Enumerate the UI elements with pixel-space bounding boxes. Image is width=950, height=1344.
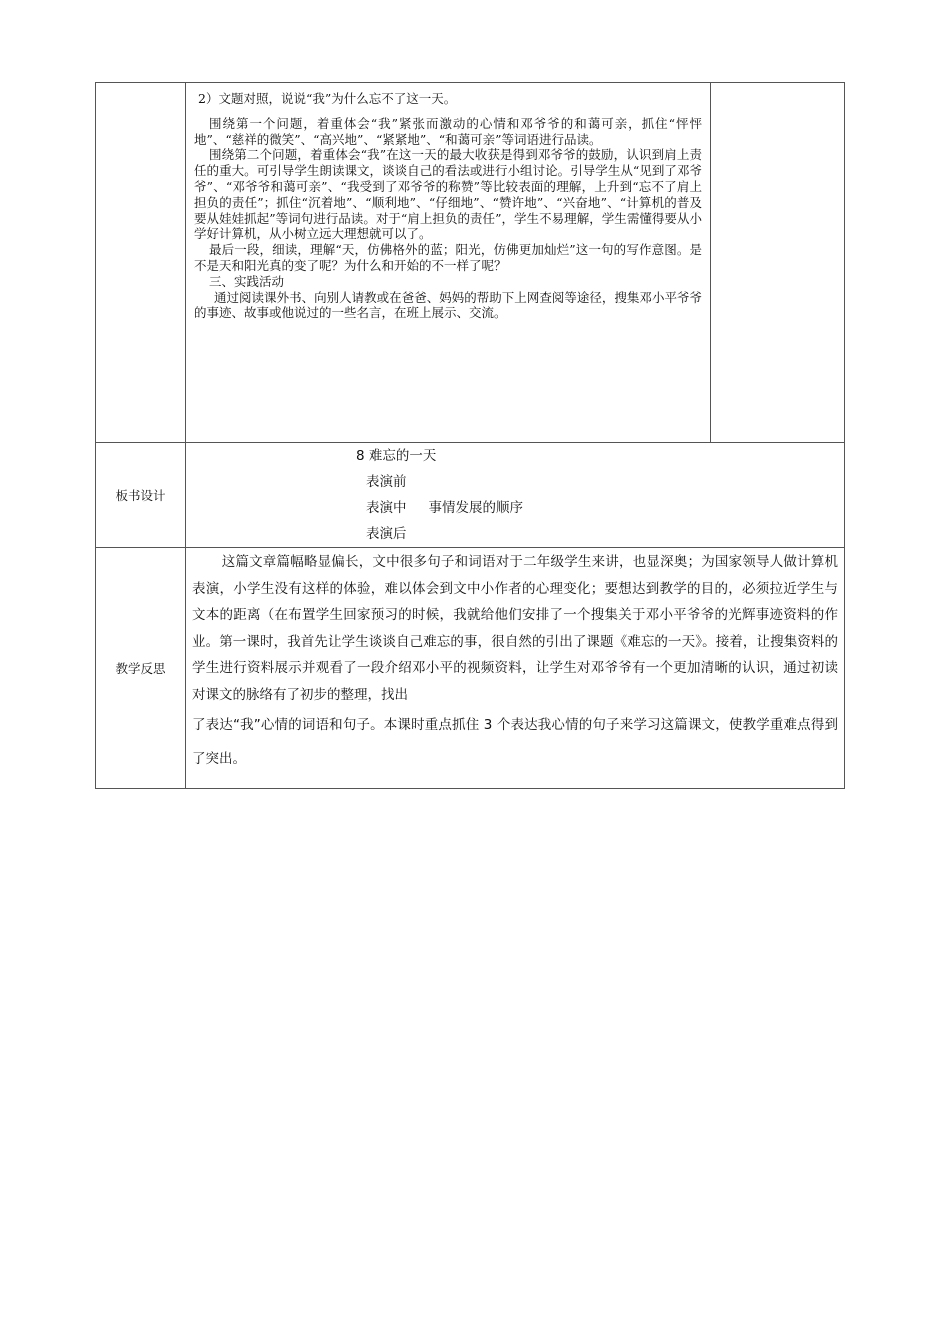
board-line-before-text: 表演前 [366, 474, 407, 490]
reflection-text-part-1: 这篇文章篇幅略显偏长，文中很多句子和词语对于二年级学生来讲，也显深奥；为国家领导人做计算机表演，小学生没有这样的体验，难以体会到文中小作者的心理变化；要想达到教学的目的，必须拉近学生与文本的距离（在布置学生回家预习的时候，我就给他们安排了一个搜集关于邓小平爷爷的光辉事迹资料的作业。第一课时，我首先让学生谈谈自己难忘的事，很自然的引出了课题《难忘的一天》。接着，让搜集资料的学生进行资料展示并观看了一段介绍邓小平的视频资料，让学生对邓爷爷有一个更加清晰的认识，通过初读对课文的脉络有了初步的整理，找出 [192, 554, 838, 703]
board-design-row [96, 443, 845, 548]
board-design-label: 板书设计 [96, 443, 186, 548]
board-line-during-note: 事情发展的顺序 [428, 500, 523, 516]
reflection-text-part-2: 了表达“我”心情的词语和句子。本课时重点抓住 3 个表达我心情的句子来学习这篇课文，使教学重难点得到了突出。 [192, 717, 838, 767]
reflection-content [186, 548, 845, 789]
process-paragraph-4: 通过阅读课外书、向别人请教或在爸爸、妈妈的帮助下上网查阅等途径，搜集邓小平爷爷的事迹、故事或他说过的一些名言，在班上展示、交流。 [194, 289, 702, 321]
board-design-content [186, 443, 845, 548]
board-line-during-text: 表演中 [366, 500, 407, 516]
process-paragraph-2: 围绕第二个问题，着重体会“我”在这一天的最大收获是得到邓爷爷的鼓励，认识到肩上责任的重大。可引导学生朗读课文，谈谈自己的看法或进行小组讨论。引导学生从“见到了邓爷爷”、“邓爷爷和蔼可亲”、“我受到了邓爷爷的称赞”等比较表面的理解，上升到“忘不了肩上担负的责任”；抓住“沉着地”、“顺利地”、“仔细地”、“赞许地”、“兴奋地”、“计算机的普及要从娃娃抓起”等词句进行品读。对于“肩上担负的责任”，学生不易理解，学生需懂得要从小学好计算机，从小树立远大理想就可以了。 [194, 147, 702, 242]
lesson-plan-table [95, 82, 845, 789]
reflection-row [96, 548, 845, 789]
process-label-cell [96, 83, 186, 443]
process-paragraph-1: 围绕第一个问题，着重体会“我”紧张而激动的心情和邓爷爷的和蔼可亲，抓住“怦怦地”、“慈祥的微笑”、“高兴地”、“紧紧地”、“和蔼可亲”等词语进行品读。 [194, 115, 702, 147]
board-title: 8 难忘的一天 [356, 448, 437, 464]
board-line-after [186, 521, 844, 547]
process-paragraph-3: 最后一段，细读，理解“天，仿佛格外的蓝；阳光，仿佛更加灿烂”这一句的写作意图。是不是天和阳光真的变了呢？为什么和开始的不一样了呢？ [194, 242, 702, 273]
teaching-process-row [96, 83, 845, 443]
question-2: 2）文题对照，说说“我”为什么忘不了这一天。 [198, 91, 457, 106]
board-line-before [186, 469, 844, 495]
section-heading-practice: 三、实践活动 [209, 273, 285, 289]
board-line-during [186, 495, 844, 521]
process-content-cell [186, 83, 711, 443]
reflection-label: 教学反思 [96, 548, 186, 789]
process-notes-cell [711, 83, 845, 443]
board-line-after-text: 表演后 [366, 526, 407, 542]
